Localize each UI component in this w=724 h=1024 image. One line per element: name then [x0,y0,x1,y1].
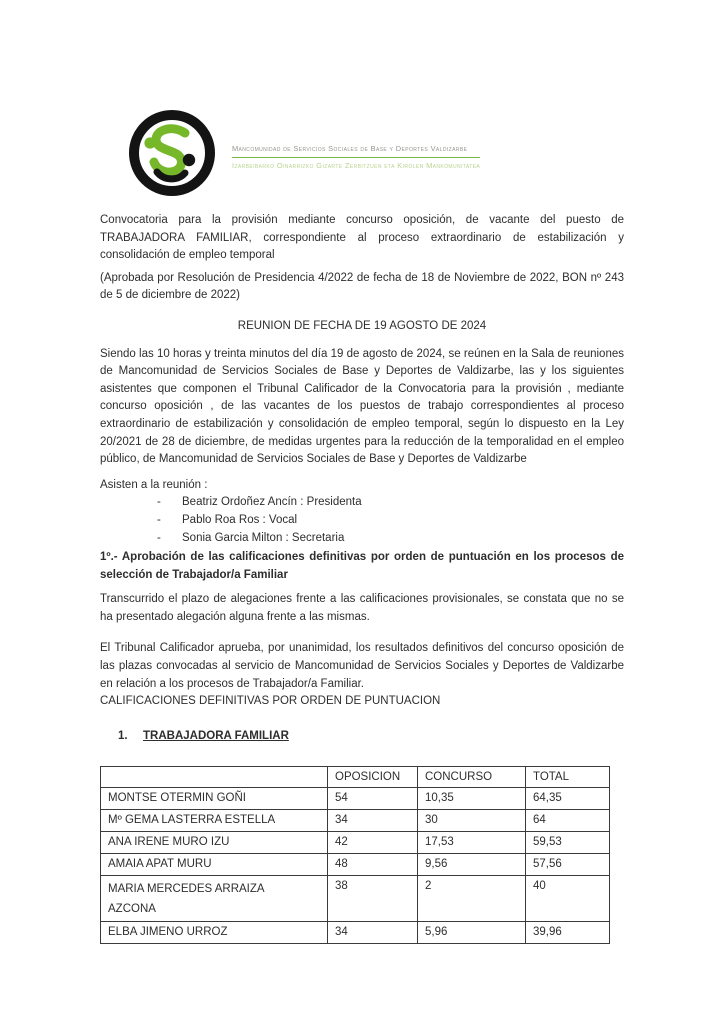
section-title [100,728,624,746]
cell-concurso: 30 [418,810,526,832]
cell-concurso: 17,53 [418,832,526,854]
cell-total: 39,96 [526,922,610,944]
attendee-name-vocal: Pablo Roa Ros : Vocal [182,513,298,526]
org-header [126,106,624,200]
cell-total: 57,56 [526,854,610,876]
attendee-item [100,530,624,548]
table-row [101,832,610,854]
attendees-intro: Asisten a la reunión : [100,478,208,491]
cell-total: 64 [526,810,610,832]
cell-oposicion: 48 [328,854,418,876]
cell-total: 59,53 [526,832,610,854]
cell-total: 64,35 [526,788,610,810]
org-name-basque: Izarbeibarko Oinarrizko Gizarte Zerbitzuen eta Kirolen Mankomunitatea [232,161,481,170]
table-row [101,854,610,876]
agenda-point-heading: 1º.- Aprobación de las calificaciones definitivas por orden de puntuación en los procesos de selección de Trabajador/a Familiar [100,551,624,581]
cell-total: 40 [526,876,610,922]
section-title-text: TRABAJADORA FAMILIAR [143,729,289,742]
cell-name: MARIA MERCEDES ARRAIZA AZCONA [101,876,328,922]
cell-oposicion: 38 [328,876,418,922]
attendee-item [100,512,624,530]
cell-concurso: 9,56 [418,854,526,876]
paragraph-aprobada: (Aprobada por Resolución de Presidencia 4/2022 de fecha de 18 de Noviembre de 2022, BON nº 243 de 5 de diciembre de 2022) [100,271,624,302]
cell-name: AMAIA APAT MURU [101,854,328,876]
attendee-name-secretaria: Sonia Garcia Milton : Secretaria [182,531,345,544]
org-name-spanish: Mancomunidad de Servicios Sociales de Base y Deportes Valdizarbe [232,144,480,158]
califications-line: CALIFICACIONES DEFINITIVAS POR ORDEN DE PUNTUACION [100,695,441,708]
org-logo-icon [126,106,218,200]
attendee-item [100,494,624,512]
cell-name: Mº GEMA LASTERRA ESTELLA [101,810,328,832]
list-dash: - [157,513,161,526]
paragraph-opening: Siendo las 10 horas y treinta minutos del día 19 de agosto de 2024, se reúnen en la Sala de reuniones de Mancomunidad de Servicios Sociales de Base y Deportes de Valdizarbe, las y los siguientes asistentes que componen el Tribunal Calificador de la Convocatoria para la provisión , mediante concurso oposición , de las vacantes de los puestos de trabajo correspondientes al proceso extraordinario de estabilización y consolidación de empleo temporal, según lo dispuesto en la Ley 20/2021 de 28 de diciembre, de medidas urgentes para la reducción de la temporalidad en el empleo público, de Mancomunidad de Servicios Sociales de Base y Deportes de Valdizarbe [100,347,624,466]
attendee-name-presidenta: Beatriz Ordoñez Ancín : Presidenta [182,496,362,509]
header-total: TOTAL [526,767,610,788]
header-concurso: CONCURSO [418,767,526,788]
section-number: 1. [118,729,128,742]
cell-name: ELBA JIMENO URROZ [101,922,328,944]
header-name [101,767,328,788]
document-page [100,0,624,944]
header-oposicion: OPOSICION [328,767,418,788]
meeting-heading: REUNION DE FECHA DE 19 AGOSTO DE 2024 [237,319,487,332]
list-dash: - [157,496,161,509]
scores-table [100,766,610,944]
table-row [101,788,610,810]
cell-oposicion: 42 [328,832,418,854]
table-row [101,876,610,922]
paragraph-convocatoria: Convocatoria para la provisión mediante concurso oposición, de vacante del puesto de TRABAJADORA FAMILIAR, correspondiente al proceso extraordinario de estabilización y consolidación de empleo temporal [100,214,624,262]
table-row [101,810,610,832]
paragraph-allegations: Transcurrido el plazo de alegaciones frente a las calificaciones provisionales, se constata que no se ha presentado alegación alguna frente a las mismas. [100,593,624,623]
list-dash: - [157,531,161,544]
table-header-row [101,767,610,788]
cell-concurso: 5,96 [418,922,526,944]
cell-concurso: 10,35 [418,788,526,810]
cell-name: MONTSE OTERMIN GOÑI [101,788,328,810]
cell-concurso: 2 [418,876,526,922]
cell-name: ANA IRENE MURO IZU [101,832,328,854]
cell-oposicion: 34 [328,922,418,944]
cell-oposicion: 34 [328,810,418,832]
table-row [101,922,610,944]
cell-oposicion: 54 [328,788,418,810]
paragraph-approval: El Tribunal Calificador aprueba, por unanimidad, los resultados definitivos del concurso oposición de las plazas convocadas al servicio de Mancomunidad de Servicios Sociales y Deportes de Valdizarbe en relación a los procesos de Trabajador/a Familiar. [100,642,624,690]
org-name-block [232,144,480,200]
